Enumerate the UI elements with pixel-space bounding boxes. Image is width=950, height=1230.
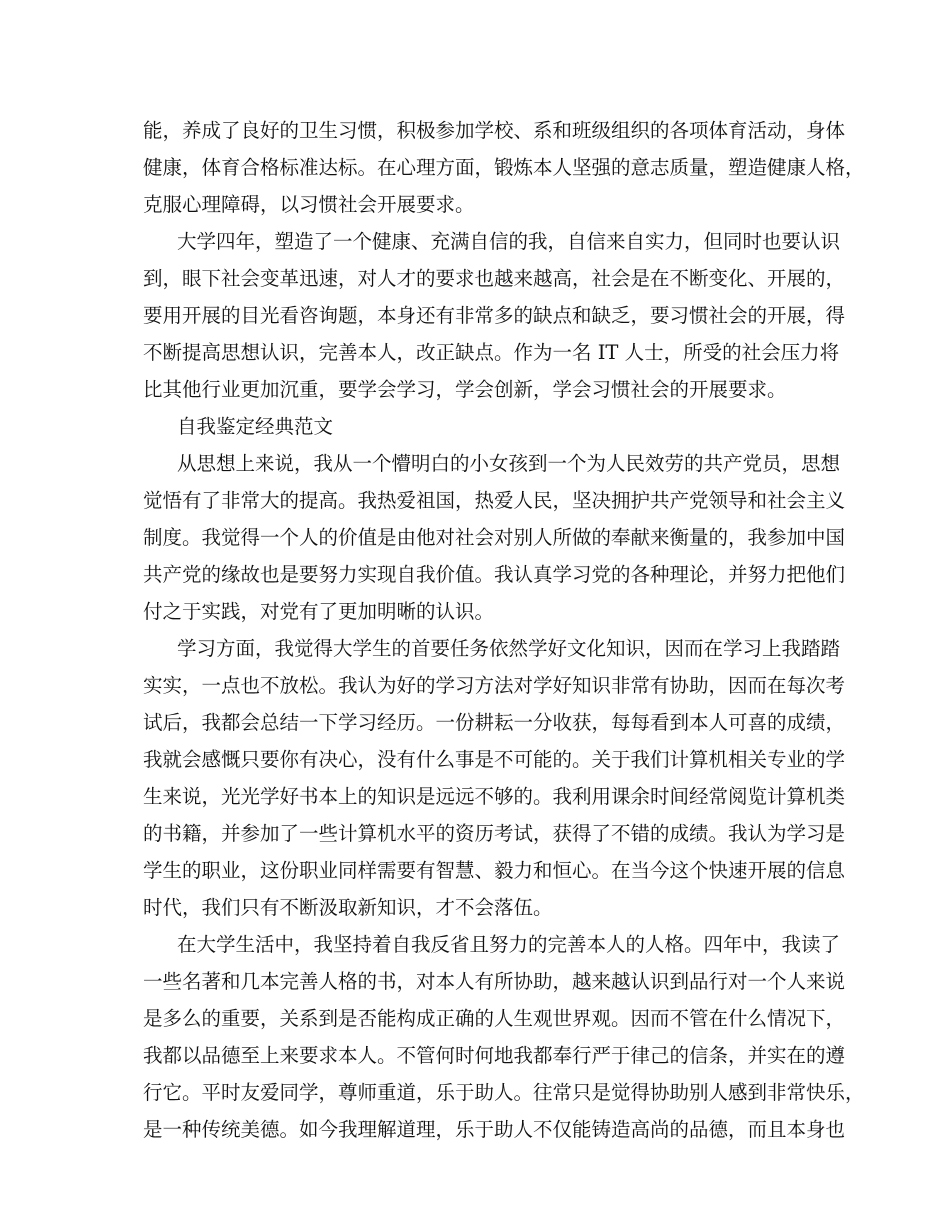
text-line: 行它。平时友爱同学，尊师重道，乐于助人。往常只是觉得协助别人感到非常快乐， <box>143 1081 865 1104</box>
text-line: 时代，我们只有不断汲取新知识，才不会落伍。 <box>143 896 553 919</box>
text-line: 的书籍，并参加了一些计算机水平的资历考试，获得了不错的成绩。我认为学习是 <box>143 822 846 845</box>
heading-text: 自我鉴定经典范文 <box>177 415 334 438</box>
text-line: 一些名著和几本完善人格的书，对本人有所协助，越来越认识到品行对一个人来说 <box>143 970 846 993</box>
text-line: 觉悟有了非常大的提高。我热爱祖国，热爱人民，坚决拥护共产党领导和社会主义 <box>143 489 846 512</box>
text-line: 能，养成了良好的卫生习惯，积极参加学校、系和班级组织的各项体育活动，身体 <box>143 119 846 142</box>
text-line: 在大学生活中，我坚持着自我反省且努力的完善本人的人格。四年中，我读了 <box>177 933 841 956</box>
text-line: 学生的职业，这份职业同样需要有智慧、毅力和恒心。在当今这个快速开展的信息 <box>143 859 846 882</box>
text-line: 大学四年，塑造了一个健康、充满自信的我，自信来自实力，但同时也要认识 <box>177 230 841 253</box>
paragraph <box>143 926 865 1148</box>
section-heading <box>143 408 823 445</box>
text-line: 是一种传统美德。如今我理解道理，乐于助人不仅能铸造高尚的品德，而且本身也 <box>143 1118 846 1141</box>
text-line: 试后，我都会总结一下学习经历。一份耕耘一分收获，每每看到本人可喜的成绩， <box>143 711 846 734</box>
text-line: 制度。我觉得一个人的价值是由他对社会对别人所做的奉献来衡量的，我参加中国 <box>143 526 846 549</box>
text-line: 不断提高思想认识，完善本人，改正缺点。作为一名 IT 人士，所受的社会压力将 <box>143 341 840 364</box>
paragraph <box>143 630 846 926</box>
text-line: 实实，一点也不放松。我认为好的学习方法对学好知识非常有协助，因而在每次考 <box>143 674 846 697</box>
document-body <box>143 112 865 1148</box>
paragraph <box>143 445 846 630</box>
text-line: 生来说，光光学好书本上的知识是远远不够的。我利用课余时间经常阅览计算机类 <box>143 785 846 808</box>
text-line: 我都以品德至上来要求本人。不管何时何地我都奉行严于律己的信条，并实在的遵 <box>143 1044 846 1067</box>
text-line: 克服心理障碍，以习惯社会开展要求。 <box>143 193 475 216</box>
text-line: 付之于实践，对党有了更加明晰的认识。 <box>143 600 495 623</box>
text-line: 比其他行业更加沉重，要学会学习，学会创新，学会习惯社会的开展要求。 <box>143 378 787 401</box>
text-line: 到，眼下社会变革迅速，对人才的要求也越来越高，社会是在不断变化、开展的， <box>143 267 846 290</box>
paragraph <box>143 223 846 408</box>
text-line: 从思想上来说，我从一个懵明白的小女孩到一个为人民效劳的共产党员，思想 <box>177 452 841 475</box>
text-line: 要用开展的目光看咨询题，本身还有非常多的缺点和缺乏，要习惯社会的开展，得 <box>143 304 846 327</box>
text-line: 我就会感慨只要你有决心，没有什么事是不可能的。关于我们计算机相关专业的学 <box>143 748 846 771</box>
text-line: 学习方面，我觉得大学生的首要任务依然学好文化知识，因而在学习上我踏踏 <box>177 637 841 660</box>
text-line: 共产党的缘故也是要努力实现自我价值。我认真学习党的各种理论，并努力把他们 <box>143 563 846 586</box>
text-line: 健康，体育合格标准达标。在心理方面，锻炼本人坚强的意志质量，塑造健康人格， <box>143 156 865 179</box>
text-line: 是多么的重要，关系到是否能构成正确的人生观世界观。因而不管在什么情况下， <box>143 1007 846 1030</box>
paragraph <box>143 112 865 223</box>
